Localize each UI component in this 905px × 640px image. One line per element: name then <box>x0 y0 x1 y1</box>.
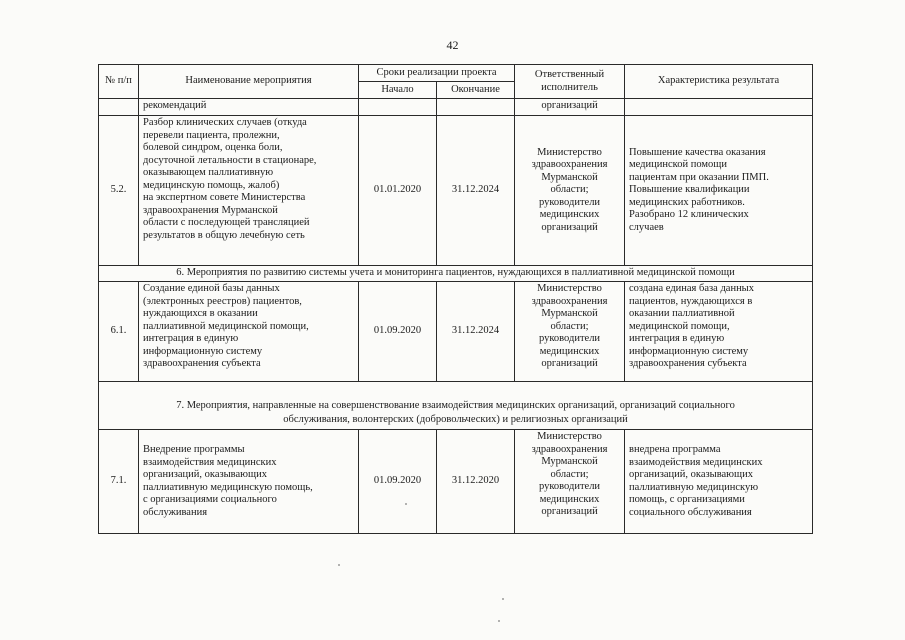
row-responsible: Министерство здравоохранения Мурманской области; руководители медицинских организаций <box>515 116 625 266</box>
row-result: создана единая база данных пациентов, нуждающихся в оказании паллиативной медицинской помощи, интеграция в единую информационную систему здравоохранения субъекта <box>625 282 813 382</box>
scan-speck <box>338 564 340 566</box>
row-end: 31.12.2024 <box>437 282 515 382</box>
row-start: 01.01.2020 <box>359 116 437 266</box>
table-row <box>99 282 813 382</box>
page-number: 42 <box>446 38 459 52</box>
section-6-title: 6. Мероприятия по развитию системы учета и мониторинга пациентов, нуждающихся в паллиативной медицинской помощи <box>99 266 813 282</box>
row-name: Внедрение программы взаимодействия медицинских организаций, оказывающих паллиативную медицинскую помощь, с организациями социального обслуживания <box>139 430 359 534</box>
continued-num <box>99 99 139 116</box>
continued-responsible: организаций <box>515 99 625 116</box>
row-name: Разбор клинических случаев (откуда перевели пациента, пролежни, болевой синдром, оценка боли, досуточной летальности в стационаре, оказывающем паллиативную медицинскую помощь, жалоб) на экспертном совете Министерства здравоохранения Мурманской области с последующей трансляцией результатов в общую лечебную сеть <box>139 116 359 266</box>
scan-speck <box>502 598 504 600</box>
row-name: Создание единой базы данных (электронных реестров) пациентов, нуждающихся в оказании паллиативной медицинской помощи, интеграция в единую информационную систему здравоохранения субъекта <box>139 282 359 382</box>
header-row-top <box>99 65 813 82</box>
row-end: 31.12.2020 <box>437 430 515 534</box>
header-result: Характеристика результата <box>625 65 813 99</box>
section-7-title: 7. Мероприятия, направленные на совершенствование взаимодействия медицинских организаций, организаций социального обслуживания, волонтерских (добровольческих) и религиозных организаций <box>99 382 813 430</box>
table-row <box>99 116 813 266</box>
section-7-row <box>99 382 813 430</box>
continued-start <box>359 99 437 116</box>
header-start: Начало <box>359 82 437 99</box>
row-start: 01.09.2020 <box>359 430 437 534</box>
row-responsible: Министерство здравоохранения Мурманской области; руководители медицинских организаций <box>515 282 625 382</box>
header-terms: Сроки реализации проекта <box>359 65 515 82</box>
header-num: № п/п <box>99 65 139 99</box>
continued-result <box>625 99 813 116</box>
continued-row <box>99 99 813 116</box>
row-start: 01.09.2020 <box>359 282 437 382</box>
row-result: внедрена программа взаимодействия медицинских организаций, оказывающих паллиативную медицинскую помощь, с организациями социального обслуживания <box>625 430 813 534</box>
table-row <box>99 430 813 534</box>
measures-table <box>98 64 813 534</box>
header-end: Окончание <box>437 82 515 99</box>
row-end: 31.12.2024 <box>437 116 515 266</box>
continued-end <box>437 99 515 116</box>
section-6-row <box>99 266 813 282</box>
scan-speck <box>498 620 500 622</box>
row-num: 5.2. <box>99 116 139 266</box>
header-responsible: Ответственный исполнитель <box>515 65 625 99</box>
row-result: Повышение качества оказания медицинской помощи пациентам при оказании ПМП. Повышение квалификации медицинских работников. Разобрано 12 клинических случаев <box>625 116 813 266</box>
row-num: 6.1. <box>99 282 139 382</box>
row-num: 7.1. <box>99 430 139 534</box>
continued-name: рекомендаций <box>139 99 359 116</box>
header-name: Наименование мероприятия <box>139 65 359 99</box>
row-responsible: Министерство здравоохранения Мурманской области; руководители медицинских организаций <box>515 430 625 534</box>
